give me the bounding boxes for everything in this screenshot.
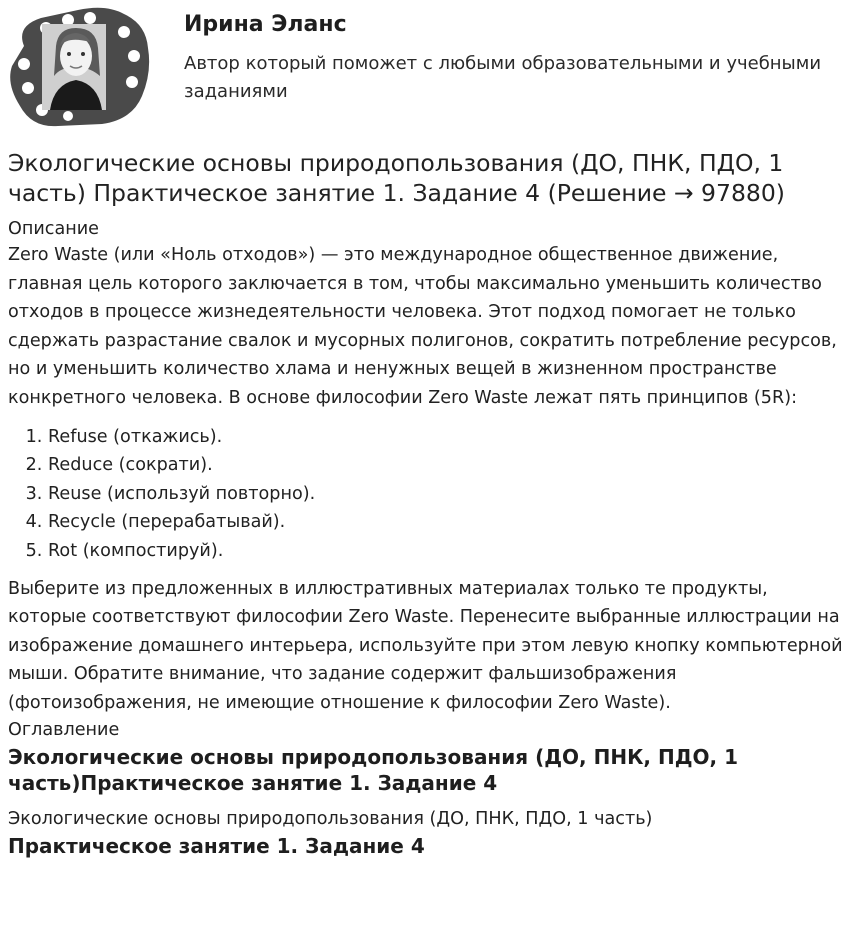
toc-heading-task: Практическое занятие 1. Задание 4 [8,833,425,858]
author-description: Автор который поможет с любыми образовательными и учебными заданиями [184,53,822,102]
principles-list [8,423,843,566]
page-title: Экологические основы природопользования (ДО, ПНК, ПДО, 1 часть) Практическое занятие 1. Задание 4 (Решение → 97880) [8,149,785,207]
list-item: 3. Reuse (используй повторно). [48,480,843,509]
toc-heading: Экологические основы природопользования (ДО, ПНК, ПДО, 1 часть)Практическое занятие 1. Задание 4 [8,744,738,795]
description-label: Описание [8,219,100,239]
author-name[interactable]: Ирина Эланс [184,12,347,37]
toc-label: Оглавление [8,719,120,740]
list-item: 2. Reduce (сократи). [48,451,843,480]
toc-subheading: Экологические основы природопользования (ДО, ПНК, ПДО, 1 часть) [8,808,653,829]
list-item: 5. Rot (компостируй). [48,537,843,566]
task-text: Выберите из предложенных в иллюстративных материалах только те продукты, которые соответствуют философии Zero Waste. Перенесите выбранные иллюстрации на изображение домашнего интерьера, используйте при этом левую кнопку компьютерной мыши. Обратите внимание, что задание содержит фальшизображения (фотоизображения, не имеющие отношение к философии Zero Waste). [8,578,843,713]
main-content [8,217,843,859]
description-text: Zero Waste (или «Ноль отходов») — это международное общественное движение, главная цель которого заключается в том, чтобы максимально уменьшить количество отходов в процессе жизнедеятельности человека. Этот подход помогает не только сдержать разрастание свалок и мусорных полигонов, сократить потребление ресурсов, но и уменьшить количество хлама и ненужных вещей в жизненном пространстве конкретного человека. В основе философии Zero Waste лежат пять принципов (5R): [8,245,837,408]
portrait-photo [42,24,106,110]
author-block [0,0,847,135]
author-avatar[interactable] [6,6,152,128]
list-item: 1. Refuse (откажись). [48,423,843,452]
list-item: 4. Recycle (перерабатывай). [48,508,843,537]
